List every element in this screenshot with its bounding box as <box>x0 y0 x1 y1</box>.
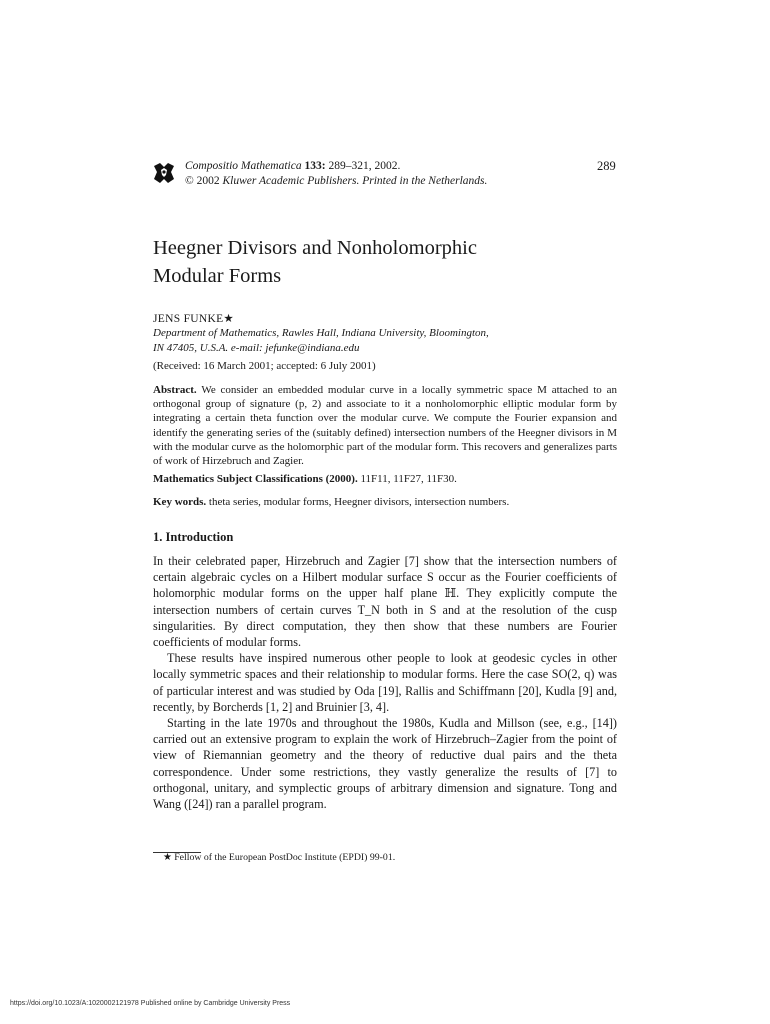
paper-title <box>153 234 613 290</box>
footnote: ★ Fellow of the European PostDoc Institute (EPDI) 99-01. <box>163 852 396 863</box>
abstract-text: We consider an embedded modular curve in a locally symmetric space M attached to an orthogonal group of signature (p, 2) and associate to it a nonholomorphic elliptic modular form by integrating a certain theta function over the modular curve. We compute the Fourier expansion and identify the generating series of the (suitably defined) intersection numbers of the Heegner divisors in M with the modular curve as the holomorphic part of the modular form. This recovers and generalizes parts of work of Hirzebruch and Zagier. <box>153 384 617 468</box>
keywords-value: theta series, modular forms, Heegner divisors, intersection numbers. <box>206 496 510 508</box>
received-dates: (Received: 16 March 2001; accepted: 6 July 2001) <box>153 360 376 372</box>
journal-header <box>185 159 487 189</box>
section-heading: 1. Introduction <box>153 530 234 544</box>
keywords-label: Key words. <box>153 496 207 508</box>
paragraph-1: In their celebrated paper, Hirzebruch and Zagier [7] show that the intersection numbers of certain algebraic cycles on a Hilbert modular surface S occur as the Fourier coefficients of holomorphic modular forms on the upper half plane ℍ. They explicitly compute the intersection numbers of certain curves T_N both in S and at the resolution of the cusp singularities. By direct computation, they then show that these numbers are Fourier coefficients of modular forms. <box>153 554 617 650</box>
author-affiliation <box>153 326 623 356</box>
publisher-line: Kluwer Academic Publishers. Printed in the Netherlands. <box>219 175 488 187</box>
section-body <box>153 553 617 812</box>
title-line-1: Heegner Divisors and Nonholomorphic <box>153 237 477 259</box>
abstract-label: Abstract. <box>153 384 197 396</box>
publisher-logo <box>152 160 176 186</box>
author-name: JENS FUNKE★ <box>153 313 235 325</box>
doi-line[interactable]: https://doi.org/10.1023/A:1020002121978 Published online by Cambridge University Press <box>10 1000 291 1007</box>
msc-value: 11F11, 11F27, 11F30. <box>357 473 457 485</box>
msc-classification <box>153 473 457 485</box>
msc-label: Mathematics Subject Classifications (2000). <box>153 473 358 485</box>
abstract <box>153 383 617 468</box>
journal-pages-year: 289–321, 2002. <box>325 160 401 172</box>
paragraph-3: Starting in the late 1970s and throughout the 1980s, Kudla and Millson (see, e.g., [14]) carried out an extensive program to explain the work of Hirzebruch–Zagier from the point of view of Riemannian geometry and the theory of reductive dual pairs and the theta correspondence. Under some restrictions, they vastly generalize the results of [7] to orthogonal, unitary, and symplectic groups of arbitrary dimension and signature. Tong and Wang ([24]) ran a parallel program. <box>153 716 617 812</box>
copyright-notice: © 2002 <box>185 175 220 187</box>
affiliation-line-2: IN 47405, U.S.A. e-mail: jefunke@indiana.edu <box>153 342 360 354</box>
keywords <box>153 496 509 508</box>
title-line-2: Modular Forms <box>153 265 282 287</box>
page-number: 289 <box>597 159 616 173</box>
journal-volume: 133: <box>304 160 326 172</box>
paragraph-2: These results have inspired numerous other people to look at geodesic cycles in other locally symmetric spaces and their relationship to modular forms. Here the case SO(2, q) was of particular interest and was studied by Oda [19], Rallis and Schiffmann [20], Kudla [9] and, recently, by Borcherds [1, 2] and Bruinier [3, 4]. <box>153 651 617 714</box>
affiliation-line-1: Department of Mathematics, Rawles Hall, Indiana University, Bloomington, <box>153 327 489 339</box>
journal-name: Compositio Mathematica <box>185 160 302 172</box>
